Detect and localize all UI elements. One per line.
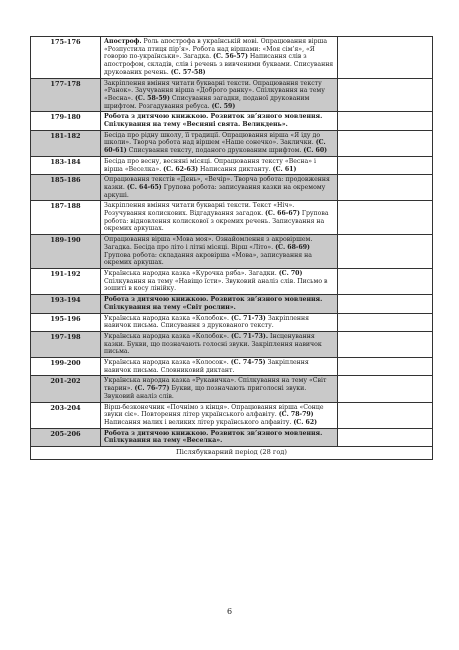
notes-cell [338, 376, 433, 402]
lesson-content [101, 313, 338, 331]
table-row [31, 156, 433, 174]
bold-text: (С. 62-63) [163, 165, 199, 173]
lesson-text: Українська народна казка «Колосок». [104, 359, 231, 367]
bold-text: (С. 56-57) [213, 53, 248, 61]
lesson-content [101, 268, 338, 294]
bold-text: (С. 78-79) [278, 411, 314, 419]
lesson-text: Українська народна казка «Колобок». [104, 332, 231, 340]
bold-text: Апостроф. [104, 38, 142, 45]
lesson-content [101, 112, 338, 130]
lesson-number: 191-192 [31, 268, 101, 294]
table-row [31, 37, 433, 79]
bold-text: (С. 74-75) [230, 359, 266, 367]
lesson-text: Написання малих і великих літер українського алфавіту. [104, 418, 294, 426]
lesson-content [101, 428, 338, 446]
notes-cell [338, 313, 433, 331]
notes-cell [338, 112, 433, 130]
lesson-text: Закріплення навичок письма. Словниковий диктант. [104, 359, 309, 374]
table-row [31, 201, 433, 235]
notes-cell [338, 268, 433, 294]
bold-text: (С. 62) [293, 418, 318, 426]
table-row [31, 295, 433, 313]
bold-text: (С. 68-69) [275, 243, 310, 251]
notes-cell [338, 235, 433, 269]
lesson-content [101, 175, 338, 201]
bold-text: (С. 60) [303, 147, 328, 155]
lesson-number: 175-176 [31, 37, 101, 79]
lesson-text: Спілкування на тему «Навіщо їсти». Звуковий аналіз слів. Письмо в зошиті в косу лінійку. [104, 277, 328, 293]
table-row [31, 331, 433, 357]
table-row [31, 313, 433, 331]
period-label: Післябукварний період (28 год) [31, 447, 433, 460]
notes-cell [338, 295, 433, 313]
page-number: 6 [226, 607, 233, 616]
lesson-text: Закріплення вміння читати букварні тексти. Текст «Ніч». Розучування колискових. Відгадування загадок. [104, 202, 295, 218]
lesson-content [101, 235, 338, 269]
table-row [31, 78, 433, 112]
table-row [31, 268, 433, 294]
bold-text: (С. 58-59) [135, 94, 170, 102]
lesson-text: Бесіда про весну, весняні місяці. Опрацювання тексту «Весна» і вірша «Веселка». [104, 157, 316, 173]
lesson-text: Списування тексту, поданого друкованим шрифтом. [126, 147, 304, 155]
lesson-text: Опрацювання текстів «День», «Вечір». Творча робота: продовження казки. [104, 176, 330, 191]
lesson-plan-table [30, 36, 433, 460]
lesson-number: 203-204 [31, 402, 101, 428]
period-row [31, 447, 433, 460]
table-row [31, 175, 433, 201]
lesson-text: Групова робота: записування казки на окремому аркуші. [104, 183, 326, 199]
lesson-text: Вірш-безконечник «Почнімо з кінця». Опрацювання вірша «Сонце звуки сіє». Повторення літер українського алфавіту. [104, 403, 324, 419]
lesson-text: Українська народна казка «Курочка ряба». Загадки. [104, 269, 279, 277]
lesson-text: Закріплення навичок письма. Списування з друкованого тексту. [104, 314, 310, 330]
notes-cell [338, 78, 433, 112]
lesson-number: 181-182 [31, 130, 101, 156]
lesson-content [101, 358, 338, 376]
lesson-text: Написання слів з апострофом, складів, слів і речень з вивченими буквами. Списування друкованих речень. [104, 53, 334, 76]
lesson-text: Бесіда про рідну школу, її традиції. Опрацювання вірша «Я іду до школи». Творча робота над віршем «Наше сонечко». Заклички. [104, 131, 321, 147]
bold-text: (С. 59) [211, 102, 236, 110]
table-row [31, 428, 433, 446]
bold-text: (С. 61) [272, 165, 297, 173]
lesson-number: 201-202 [31, 376, 101, 402]
lesson-number: 205-206 [31, 428, 101, 446]
bold-text: (С. 70) [278, 269, 303, 277]
bold-text: Робота з дитячою книжкою. Розвиток зв’язного мовлення. Спілкування на тему «Веселка». [104, 429, 323, 445]
table-row [31, 358, 433, 376]
bold-text: (С. 66-67) [265, 210, 300, 218]
lesson-content [101, 78, 338, 112]
notes-cell [338, 156, 433, 174]
lesson-text: Списування загадки, поданої друкованим шрифтом. Розгадування ребуса. [104, 94, 310, 110]
notes-cell [338, 130, 433, 156]
notes-cell [338, 37, 433, 79]
bold-text: (С. 64-65) [126, 183, 162, 191]
lesson-text: Українська народна казка «Колобок». [104, 314, 231, 322]
table-row [31, 112, 433, 130]
lesson-content [101, 130, 338, 156]
notes-cell [338, 402, 433, 428]
lesson-content [101, 331, 338, 357]
document-page [30, 36, 432, 460]
lesson-text: Роль апострофа в українській мові. Опрацювання вірша «Розпустила птиця пір’я». Робота над віршами: «Моя сім’я», «Я говорю по-українськи». Загадка. [104, 38, 328, 61]
notes-cell [338, 358, 433, 376]
bold-text: Робота з дитячою книжкою. Розвиток зв’язного мовлення. Спілкування на тему «Весняні свята. Великдень». [104, 113, 323, 129]
lesson-content [101, 376, 338, 402]
bold-text: (С. 60-61) [104, 139, 326, 155]
lesson-content [101, 402, 338, 428]
notes-cell [338, 428, 433, 446]
lesson-content [101, 295, 338, 313]
lesson-text: Групова робота: відновлення колискової з окремих речень. Записування на окремих аркушах. [104, 210, 329, 233]
lesson-text: Інсценування казки. Букви, що позначають голосні звуки. Закріплення навичок письма. [104, 332, 322, 356]
lesson-text: Українська народна казка «Рукавичка». Спілкування на тему «Світ тварин». [104, 377, 327, 393]
lesson-number: 199-200 [31, 358, 101, 376]
lesson-text: Групова робота: складання акровірша «Мова», записування на окремих аркушах. [104, 251, 312, 267]
lesson-content [101, 156, 338, 174]
lesson-text: Закріплення вміння читати букварні тексти. Опрацювання тексту «Ранок». Заучування вірша «Доброго ранку». Спілкування на тему «Весна». [104, 79, 325, 102]
lesson-number: 177-178 [31, 78, 101, 112]
lesson-text: Букви, що позначають приголосні звуки. Звуковий аналіз слів. [104, 385, 307, 400]
notes-cell [338, 201, 433, 235]
lesson-number: 197-198 [31, 331, 101, 357]
lesson-content [101, 201, 338, 235]
lesson-number: 179-180 [31, 112, 101, 130]
bold-text: (С. 76-77) [134, 385, 170, 393]
lesson-number: 187-188 [31, 201, 101, 235]
lesson-number: 189-190 [31, 235, 101, 269]
lesson-number: 193-194 [31, 295, 101, 313]
lesson-text: Написання диктанту. [198, 165, 273, 173]
bold-text: Робота з дитячою книжкою. Розвиток зв’язного мовлення. Спілкування на тему «Світ рослин». [104, 296, 323, 311]
lesson-text: Опрацювання вірша «Мова моя». Ознайомлення з акровіршем. Загадка. Бесіда про літо і літні місяці. Вірш «Літо». [104, 236, 313, 251]
table-row [31, 130, 433, 156]
notes-cell [338, 331, 433, 357]
lesson-number: 185-186 [31, 175, 101, 201]
table-row [31, 402, 433, 428]
table-row [31, 235, 433, 269]
bold-text: (С. 71-73) [230, 314, 266, 322]
lesson-content [101, 37, 338, 79]
lesson-number: 183-184 [31, 156, 101, 174]
table-row [31, 376, 433, 402]
bold-text: (С. 71-73). [230, 332, 269, 340]
notes-cell [338, 175, 433, 201]
bold-text: (С. 57-58) [170, 68, 206, 76]
lesson-number: 195-196 [31, 313, 101, 331]
table-body [31, 37, 433, 447]
